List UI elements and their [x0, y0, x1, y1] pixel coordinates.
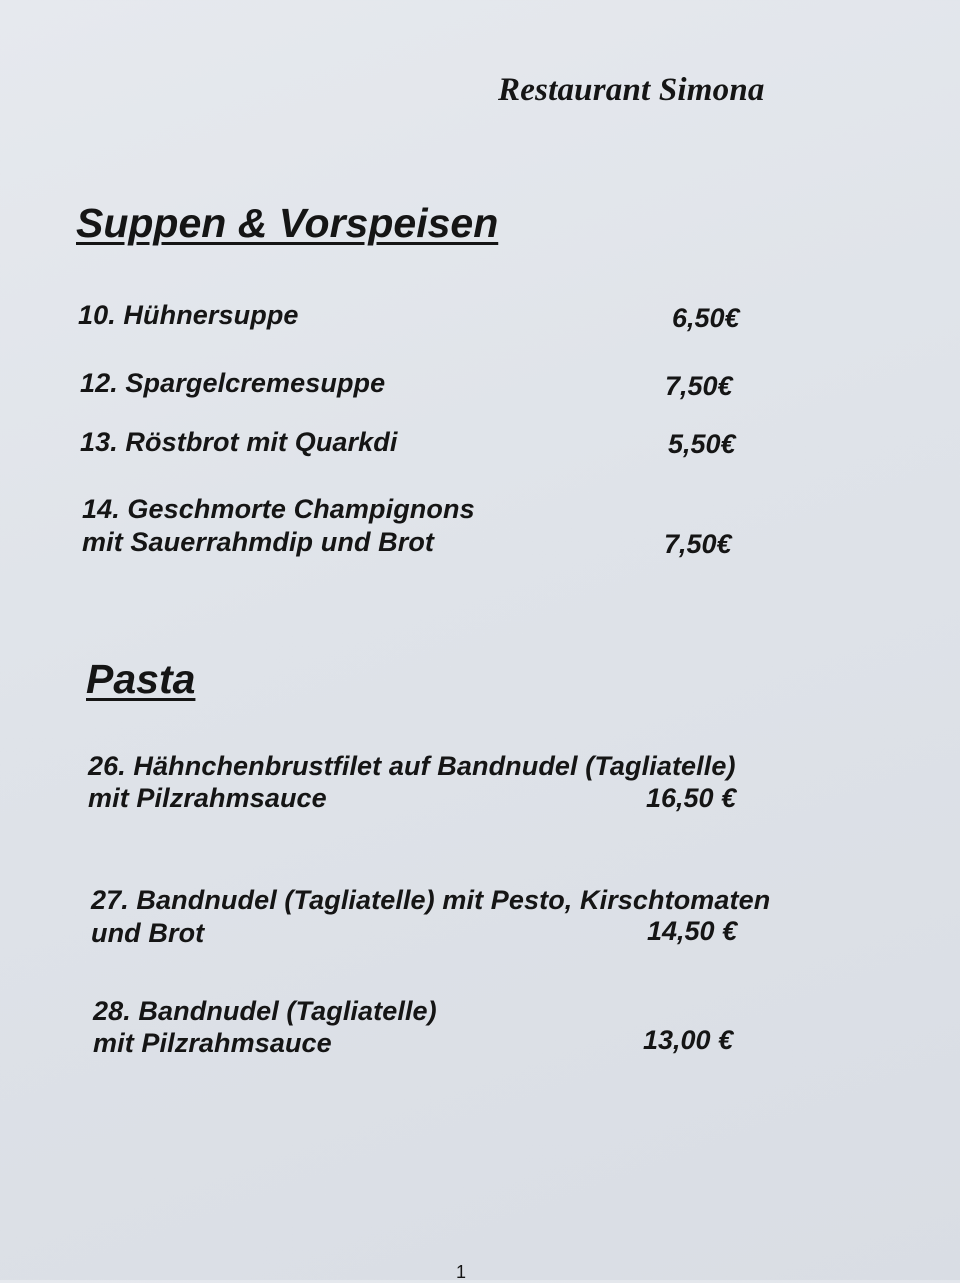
page-number: 1: [456, 1262, 467, 1282]
menu-item-12-price: 7,50€: [665, 371, 733, 401]
menu-item-26-price: 16,50 €: [646, 783, 737, 813]
section-title-suppen: Suppen & Vorspeisen: [76, 200, 499, 246]
menu-item-28-description: mit Pilzrahmsauce: [93, 1028, 332, 1058]
section-title-pasta: Pasta: [86, 656, 196, 702]
menu-item-13-price: 5,50€: [668, 429, 736, 459]
restaurant-name: Restaurant Simona: [498, 72, 765, 108]
menu-item-12-name: 12. Spargelcremesuppe: [80, 368, 386, 398]
menu-item-26-description: mit Pilzrahmsauce: [88, 783, 327, 813]
menu-item-14-description: mit Sauerrahmdip und Brot: [82, 527, 435, 557]
menu-item-10-price: 6,50€: [672, 303, 740, 333]
menu-item-26-name: 26. Hähnchenbrustfilet auf Bandnudel (Tagliatelle): [88, 751, 736, 781]
menu-item-14-name: 14. Geschmorte Champignons: [82, 494, 475, 524]
menu-item-10-name: 10. Hühnersuppe: [78, 300, 299, 330]
menu-item-27-price: 14,50 €: [647, 916, 738, 946]
menu-item-28-price: 13,00 €: [643, 1025, 734, 1055]
menu-item-27-name: 27. Bandnudel (Tagliatelle) mit Pesto, Kirschtomaten: [91, 885, 771, 915]
menu-item-13-name: 13. Röstbrot mit Quarkdi: [80, 427, 398, 457]
menu-item-14-price: 7,50€: [664, 529, 732, 559]
menu-item-28-name: 28. Bandnudel (Tagliatelle): [93, 996, 437, 1026]
menu-item-27-description: und Brot: [91, 918, 205, 948]
